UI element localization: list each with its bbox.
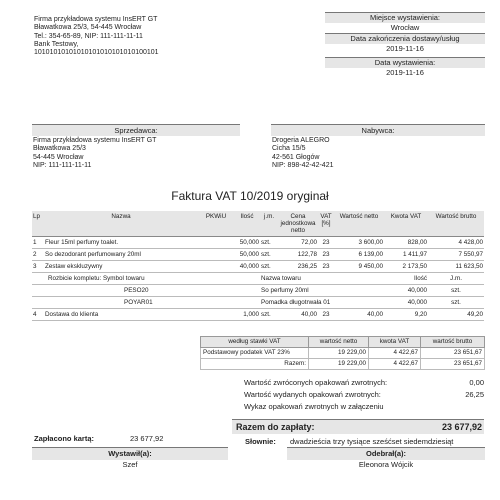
cell-gross: 49,20 bbox=[428, 309, 484, 321]
cell-vat-amount: 1 411,97 bbox=[384, 249, 428, 261]
col-lp: Lp bbox=[32, 211, 44, 237]
col-vat-rate: VAT [%] bbox=[318, 211, 334, 237]
breakdown-name: So perfumy 20ml bbox=[260, 285, 384, 297]
breakdown-col-qty: Ilość bbox=[384, 273, 428, 285]
vat-row bbox=[201, 348, 485, 359]
buyer-street: Cicha 15/5 bbox=[272, 145, 306, 153]
cell-net: 9 450,00 bbox=[334, 261, 384, 273]
issued-packaging bbox=[244, 390, 484, 400]
company-bank: Bank Testowy, bbox=[34, 40, 79, 48]
seller-city: 54-445 Wrocław bbox=[33, 153, 84, 161]
invoice-meta bbox=[325, 12, 485, 78]
issue-date-value: 2019-11-16 bbox=[386, 68, 424, 77]
company-header bbox=[34, 16, 159, 57]
cell-unit: szt. bbox=[260, 249, 278, 261]
vat-rate: Podstawowy podatek VAT 23% bbox=[201, 348, 309, 359]
breakdown-name: Pomadka długotrwała 01 bbox=[260, 297, 384, 309]
seller-street: Bławatkowa 25/3 bbox=[33, 145, 86, 153]
breakdown-col-symbol: Rozbicie kompletu: Symbol towaru bbox=[44, 273, 260, 285]
vat-total-vat: 4 422,67 bbox=[369, 359, 421, 370]
col-unit-price: Cena jednostkowa netto bbox=[278, 211, 318, 237]
delivery-date-value: 2019-11-16 bbox=[386, 44, 424, 53]
table-row bbox=[32, 249, 484, 261]
breakdown-qty: 40,000 bbox=[384, 297, 428, 309]
cell-unit-price: 40,00 bbox=[278, 309, 318, 321]
issued-by-label: Wystawił(a): bbox=[32, 447, 228, 460]
cell-vat-amount: 2 173,50 bbox=[384, 261, 428, 273]
received-by-name: Eleonora Wójcik bbox=[358, 460, 414, 469]
col-qty: Ilość bbox=[234, 211, 260, 237]
issue-date-label: Data wystawienia: bbox=[325, 57, 485, 68]
place-label: Miejsce wystawienia: bbox=[325, 12, 485, 23]
company-address: Bławatkowa 25/3, 54-445 Wrocław bbox=[34, 24, 142, 32]
returned-packaging-label: Wartość zwróconych opakowań zwrotnych: bbox=[244, 378, 388, 387]
breakdown-row bbox=[32, 285, 484, 297]
packaging-list-note: Wykaz opakowań zwrotnych w załączeniu bbox=[244, 402, 384, 411]
col-name: Nazwa bbox=[44, 211, 198, 237]
words-label: Słownie: bbox=[245, 437, 276, 446]
vat-total-label: Razem: bbox=[201, 359, 309, 370]
buyer-city: 42-561 Głogów bbox=[272, 153, 320, 161]
cell-vat-amount: 9,20 bbox=[384, 309, 428, 321]
cell-name: So dezodorant perfumowany 20ml bbox=[44, 249, 198, 261]
cell-name: Zestaw ekskluzywny bbox=[44, 261, 198, 273]
vat-header-row bbox=[201, 337, 485, 348]
seller-block bbox=[33, 137, 156, 170]
seller-name: Firma przykładowa systemu InsERT GT bbox=[33, 137, 157, 144]
col-net: Wartość netto bbox=[334, 211, 384, 237]
col-vat-amount: Kwota VAT bbox=[384, 211, 428, 237]
cell-unit-price: 72,00 bbox=[278, 237, 318, 249]
company-name: Firma przykładowa systemu InsERT GT bbox=[34, 16, 158, 23]
breakdown-col-unit: J.m. bbox=[428, 273, 484, 285]
cell-name: Fleur 15ml perfumy toalet. bbox=[44, 237, 198, 249]
vat-total-gross: 23 651,67 bbox=[421, 359, 485, 370]
vat-col-vat: kwota VAT bbox=[369, 337, 421, 348]
buyer-label: Nabywca: bbox=[271, 124, 485, 136]
items-table bbox=[32, 211, 484, 321]
cell-vat-rate: 23 bbox=[318, 309, 334, 321]
delivery-date-label: Data zakończenia dostawy/usług bbox=[325, 33, 485, 44]
table-row bbox=[32, 261, 484, 273]
cell-gross: 4 428,00 bbox=[428, 237, 484, 249]
cell-vat-rate: 23 bbox=[318, 261, 334, 273]
issued-packaging-label: Wartość wydanych opakowań zwrotnych: bbox=[244, 390, 381, 399]
breakdown-header-row bbox=[32, 273, 484, 285]
cell-unit: szt. bbox=[260, 309, 278, 321]
cell-lp: 1 bbox=[32, 237, 44, 249]
cell-pkwiu bbox=[198, 249, 234, 261]
vat-col-rate: według stawki VAT bbox=[201, 337, 309, 348]
breakdown-row bbox=[32, 297, 484, 309]
vat-col-net: wartość netto bbox=[309, 337, 369, 348]
breakdown-symbol: POYAR01 bbox=[44, 297, 260, 309]
paid-card-value: 23 677,92 bbox=[130, 434, 164, 443]
vat-amount: 4 422,67 bbox=[369, 348, 421, 359]
cell-unit: szt. bbox=[260, 237, 278, 249]
cell-vat-amount: 828,00 bbox=[384, 237, 428, 249]
company-account: 10101010101010101010101010100101 bbox=[34, 49, 159, 57]
total-to-pay-label: Razem do zapłaty: bbox=[236, 422, 315, 432]
cell-net: 3 600,00 bbox=[334, 237, 384, 249]
cell-pkwiu bbox=[198, 261, 234, 273]
issued-by-name: Szef bbox=[122, 460, 138, 469]
cell-net: 6 139,00 bbox=[334, 249, 384, 261]
vat-summary-table bbox=[200, 336, 485, 370]
breakdown-symbol: PESO20 bbox=[44, 285, 260, 297]
cell-unit-price: 122,78 bbox=[278, 249, 318, 261]
cell-pkwiu bbox=[198, 309, 234, 321]
items-header-row bbox=[32, 211, 484, 237]
vat-total-net: 19 229,00 bbox=[309, 359, 369, 370]
breakdown-unit: szt. bbox=[428, 285, 484, 297]
breakdown-qty: 40,000 bbox=[384, 285, 428, 297]
vat-total-row bbox=[201, 359, 485, 370]
cell-lp: 3 bbox=[32, 261, 44, 273]
buyer-nip: NIP: 898-42-42-421 bbox=[272, 161, 334, 169]
issued-packaging-value: 26,25 bbox=[465, 390, 484, 399]
cell-qty: 50,000 bbox=[234, 249, 260, 261]
cell-unit: szt. bbox=[260, 261, 278, 273]
cell-gross: 11 623,50 bbox=[428, 261, 484, 273]
table-row bbox=[32, 237, 484, 249]
total-to-pay bbox=[232, 419, 484, 434]
breakdown-col-name: Nazwa towaru bbox=[260, 273, 384, 285]
invoice-title: Faktura VAT 10/2019 oryginał bbox=[171, 189, 329, 203]
cell-lp: 2 bbox=[32, 249, 44, 261]
cell-gross: 7 550,97 bbox=[428, 249, 484, 261]
total-to-pay-value: 23 677,92 bbox=[441, 422, 482, 432]
place-value: Wrocław bbox=[390, 23, 420, 32]
col-gross: Wartość brutto bbox=[428, 211, 484, 237]
returned-packaging-value: 0,00 bbox=[469, 378, 484, 387]
vat-net: 19 229,00 bbox=[309, 348, 369, 359]
company-phone-nip: Tel.: 354-65-89, NIP: 111-111-11-11 bbox=[34, 32, 143, 40]
cell-net: 40,00 bbox=[334, 309, 384, 321]
cell-vat-rate: 23 bbox=[318, 237, 334, 249]
cell-lp: 4 bbox=[32, 309, 44, 321]
cell-qty: 1,000 bbox=[234, 309, 260, 321]
col-unit: j.m. bbox=[260, 211, 278, 237]
vat-col-gross: wartość brutto bbox=[421, 337, 485, 348]
seller-label: Sprzedawca: bbox=[32, 124, 240, 136]
vat-gross: 23 651,67 bbox=[421, 348, 485, 359]
returned-packaging bbox=[244, 378, 484, 388]
cell-pkwiu bbox=[198, 237, 234, 249]
breakdown-unit: szt. bbox=[428, 297, 484, 309]
table-row bbox=[32, 309, 484, 321]
cell-unit-price: 236,25 bbox=[278, 261, 318, 273]
col-pkwiu: PKWiU bbox=[198, 211, 234, 237]
cell-vat-rate: 23 bbox=[318, 249, 334, 261]
cell-name: Dostawa do klienta bbox=[44, 309, 198, 321]
received-by-label: Odebrał(a): bbox=[287, 447, 485, 460]
cell-qty: 40,000 bbox=[234, 261, 260, 273]
amount-in-words-line1: dwadzieścia trzy tysiące sześćset siedemdziesiąt bbox=[290, 437, 454, 446]
cell-qty: 50,000 bbox=[234, 237, 260, 249]
paid-card-label: Zapłacono kartą: bbox=[34, 434, 95, 443]
seller-nip: NIP: 111-111-11-11 bbox=[33, 161, 92, 169]
buyer-name: Drogeria ALEGRO bbox=[272, 137, 330, 144]
buyer-block bbox=[272, 137, 333, 170]
